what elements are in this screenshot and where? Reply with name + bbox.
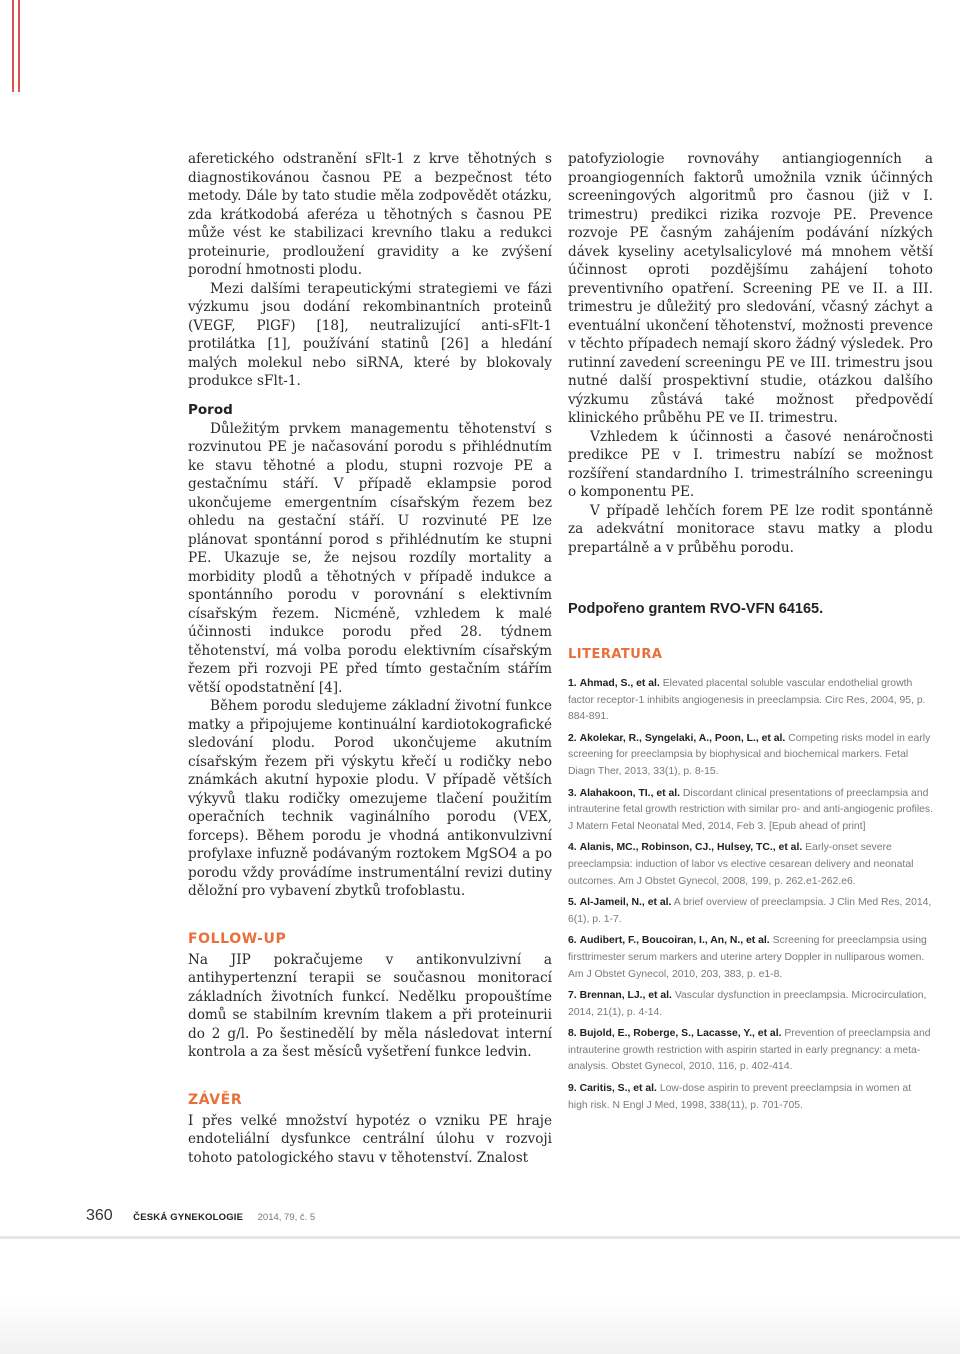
right-column: [568, 150, 933, 1119]
grant-note: Podpořeno grantem RVO-VFN 64165.: [568, 601, 824, 617]
reference-text: Discordant clinical presentations of preeclampsia and intrauterine fetal growth restriction with similar pro- and anti-angiogenic profiles. J Matern Fetal Neonatal Med, 2014, Feb 3. [Epub ahead of print]: [568, 787, 933, 832]
reference-authors: Al-Jameil, N., et al.: [579, 897, 672, 909]
reference-item: [568, 933, 933, 983]
reference-text: A brief overview of preeclampsia. J Clin Med Res, 2014, 6(1), p. 1-7.: [568, 897, 932, 925]
right-paragraph-1: patofyziologie rovnováhy antiangiogenních a proangiogenních faktorů umožnila vznik účinných screeningových algoritmů pro časnou (již v I. trimestru) predikci rizika rozvoje PE. Prevence rozvoje PE časným zahájením podávání nízkých dávek kyseliny acetylsalicylové má mnohem větší účinnost oproti pozdějšímu zahájení tohoto preventivního opatření. Screening PE ve II. a III. trimestru je důležitý pro sledování, včasný záchyt a eventuální ukončení těhotenství, možnosti prevence v těchto případech nemají skoro žádný výsledek. Pro rutinní zavedení screeningu PE ve III. trimestru jsou nutné další prospektivní studie, otázkou dalšího výzkumu zůstává také možnost předpovědí klinického průběhu PE ve II. trimestru.: [568, 151, 933, 426]
reference-text: Elevated placental soluble vascular endothelial growth factor receptor-1 inhibits angiogenesis in preeclampsia. Circ Res, 2004, 95, p. 884-891.: [568, 678, 926, 723]
scan-edge-line: [0, 1236, 960, 1239]
porod-heading: Porod: [188, 401, 233, 418]
reference-text: Early-onset severe preeclampsia: induction of labor vs elective cesarean delivery and neonatal outcomes. Am J Obstet Gynecol, 2008, 199, p. 262.e1-262.e6.: [568, 842, 914, 887]
left-paragraph-3: Důležitým prvkem managementu těhotenství s rozvinutou PE je načasování porodu s přihlédnutím ke stavu těhotné a plodu, stupni rozvoje PE a gestačnímu stáří. V případě eklampsie porod ukončujeme emergentním císařským řezem bez ohledu na gestační stáří. U rozvinuté PE lze plánovat spontánní porod s přihlédnutím ke stupni PE. Ukazuje se, že nejsou rozdíly mortality a morbidity plodů a těhotných v případě indukce a spontánního porodu v porovnání s elektivním císařským řezem. Nicméně, vzhledem k malé účinnosti indukce porodu před 28. týdnem těhotenství, má volba porodu elektivním císařským řezem při rozvoji PE před tímto gestačním stářím větší opodstatnění [4].: [188, 420, 552, 696]
left-paragraph-1: aferetického odstranění sFlt-1 z krve těhotných s diagnostikovánou časnou PE a bezpečnost této metody. Dále by tato studie měla zodpovědět otázku, zda krátkodobá aferéza u těhotných s časnou PE může vést ke stabilizaci krevního tlaku a redukci proteinurie, prodloužení gravidity a ke zvýšení porodní hmotnosti plodu.: [188, 151, 552, 278]
left-paragraph-2: Mezi dalšími terapeutickými strategiemi ve fázi výzkumu jsou dodání rekombinantních proteinů (VEGF, PlGF) [18], neutralizující anti-sFlt-1 protilátka [1], používání statinů [26] a hledání malých molekul nebo siRNA, které by blokovaly produkce sFlt-1.: [188, 280, 552, 389]
reference-number: 1.: [568, 678, 577, 689]
reference-text: Vascular dysfunction in preeclampsia. Microcirculation, 2014, 21(1), p. 4-14.: [568, 990, 927, 1018]
reference-authors: Brennan, LJ., et al.: [579, 990, 672, 1002]
followup-heading: FOLLOW-UP: [188, 930, 287, 947]
right-paragraph-2: Vzhledem k účinnosti a časové nenáročnosti predikce PE v I. trimestru nabízí se možnost rozšíření standardního I. trimestrálního screeningu o komponentu PE.: [568, 428, 933, 500]
zaver-heading: ZÁVĚR: [188, 1091, 243, 1108]
right-paragraph-3: V případě lehčích forem PE lze rodit spontánně za adekvátní monitorace stavu matky a plodu prepartálně a v průběhu porodu.: [568, 502, 933, 556]
reference-item: [568, 1026, 933, 1076]
reference-item: [568, 676, 933, 726]
reference-list: [568, 676, 933, 1114]
reference-text: Competing risks model in early screening for preeclampsia by biophysical and biochemical markers. Fetal Diagn Ther, 2013, 33(1), p. 8-15.: [568, 732, 931, 777]
scan-bottom-shade: [0, 1300, 960, 1354]
reference-text: Prevention of preeclampsia and intrauterine growth restriction with aspirin started in early pregnancy: a meta-analysis. Obstet Gynecol, 2010, 116, p. 402-414.: [568, 1028, 931, 1073]
reference-text: Screening for preeclampsia using firsttrimester serum markers and uterine artery Doppler in nulliparous women. Am J Obstet Gynecol, 2010, 203, 383, p. e1-8.: [568, 935, 927, 980]
journal-name: ČESKÁ GYNEKOLOGIE: [133, 1212, 244, 1223]
page-number: 360: [86, 1207, 113, 1224]
reference-authors: Caritis, S., et al.: [579, 1083, 657, 1095]
reference-item: [568, 1081, 933, 1114]
reference-number: 4.: [568, 842, 577, 854]
reference-number: 9.: [568, 1083, 577, 1095]
reference-number: 2.: [568, 732, 577, 744]
reference-number: 8.: [568, 1028, 577, 1040]
margin-bar-2: [18, 0, 20, 92]
left-paragraph-6: I přes velké množství hypotéz o vzniku PE hraje endoteliální dysfunkce centrální úlohu v rozvoji tohoto patologického stavu v těhotenství. Znalost: [188, 1112, 552, 1166]
reference-item: [568, 895, 933, 928]
reference-item: [568, 786, 933, 836]
reference-item: [568, 731, 933, 781]
reference-number: 7.: [568, 990, 577, 1002]
reference-authors: Alahakoon, TI., et al.: [579, 787, 681, 799]
reference-number: 5.: [568, 897, 577, 909]
margin-bar-1: [12, 0, 14, 92]
reference-authors: Ahmad, S., et al.: [579, 678, 660, 689]
page-footer: [86, 1207, 315, 1225]
left-paragraph-5: Na JIP pokračujeme v antikonvulzivní a antihypertenzní terapii se současnou monitorací základních životních funkcí. Nedělku propouštíme domů se stabilním krevním tlakem a při proteinurii do 2 g/l. Po šestinedělí by měla následovat interní kontrola a za šest měsíců vyšetření funkce ledvin.: [188, 951, 552, 1060]
reference-item: [568, 988, 933, 1021]
reference-authors: Alanis, MC., Robinson, CJ., Hulsey, TC., et al.: [579, 842, 803, 854]
reference-number: 3.: [568, 787, 577, 799]
reference-item: [568, 840, 933, 890]
left-paragraph-4: Během porodu sledujeme základní životní funkce matky a připojujeme kontinuální kardiotokografické sledování plodu. Porod ukončujeme akutním císařským řezem při výskytu křečí u rodičky nebo známkách akutní hypoxie plodu. V případě větších výkyvů tlaku rodičky omezujeme tlačení použitím operačních technik vaginálního porodu (VEX, forceps). Během porodu je vhodná antikonvulzivní profylaxe infuzně podávaným roztokem MgSO4 a po porodu vždy provádíme instrumentální revizi dutiny děložní pro vybavení zbytků trofoblastu.: [188, 698, 552, 899]
reference-text: Low-dose aspirin to prevent preeclampsia in women at high risk. N Engl J Med, 1998, 338(11), p. 701-705.: [568, 1083, 912, 1111]
reference-authors: Audibert, F., Boucoiran, I., An, N., et al.: [579, 935, 770, 947]
left-column: [188, 150, 552, 1167]
reference-authors: Akolekar, R., Syngelaki, A., Poon, L., et al.: [579, 732, 786, 744]
literatura-heading: LITERATURA: [568, 647, 663, 662]
journal-issue: 2014, 79, č. 5: [257, 1212, 316, 1223]
reference-number: 6.: [568, 935, 577, 947]
reference-authors: Bujold, E., Roberge, S., Lacasse, Y., et al.: [579, 1028, 782, 1040]
